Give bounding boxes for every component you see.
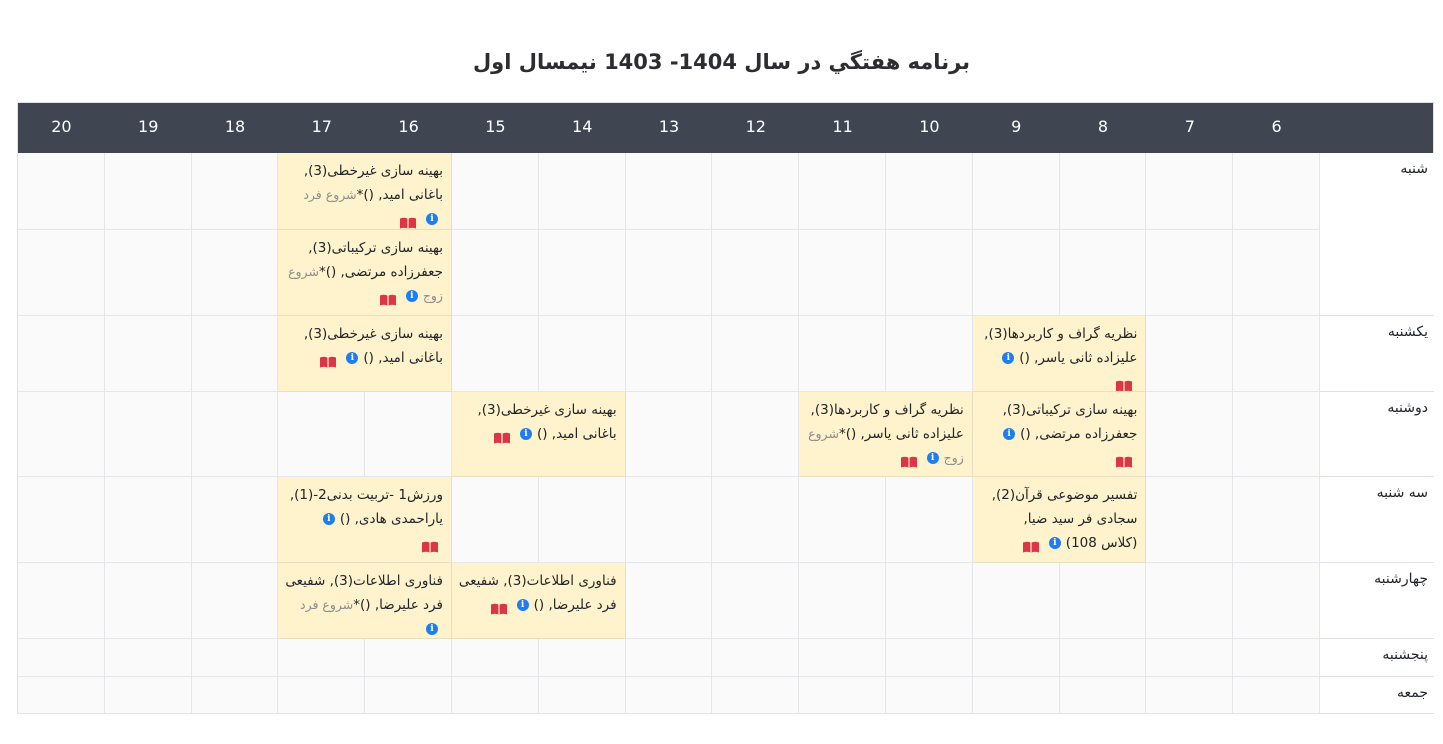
- schedule-cell[interactable]: [799, 230, 886, 316]
- schedule-cell[interactable]: [1233, 639, 1320, 677]
- schedule-cell[interactable]: [1233, 477, 1320, 563]
- course-title: [805, 398, 964, 422]
- schedule-cell[interactable]: [799, 563, 886, 639]
- book-icon[interactable]: [1023, 537, 1039, 549]
- schedule-cell[interactable]: [278, 639, 365, 677]
- info-icon[interactable]: i: [426, 623, 438, 635]
- course-icons: [284, 284, 443, 308]
- schedule-cell[interactable]: [1146, 392, 1233, 477]
- hour-header-18: 18: [224, 117, 246, 136]
- course-instructor: [284, 260, 443, 284]
- info-icon[interactable]: i: [520, 428, 532, 440]
- course-title: [979, 322, 1138, 346]
- schedule-cell[interactable]: [1233, 316, 1320, 392]
- course-icons: [979, 446, 1138, 470]
- schedule-cell[interactable]: [18, 677, 105, 714]
- schedule-cell[interactable]: [539, 477, 626, 563]
- schedule-cell[interactable]: [105, 153, 192, 230]
- info-icon[interactable]: i: [517, 599, 529, 611]
- hours-header-row: [18, 103, 1433, 153]
- schedule-cell[interactable]: [105, 230, 192, 316]
- schedule-cell[interactable]: [712, 153, 799, 230]
- info-icon[interactable]: i: [1003, 428, 1015, 440]
- course-instructor: [979, 507, 1138, 531]
- book-icon[interactable]: [1116, 376, 1132, 388]
- weekly-schedule-table: [17, 102, 1434, 714]
- day-row-label: [1320, 639, 1434, 677]
- book-icon[interactable]: [400, 213, 416, 225]
- day-row-label: [1320, 153, 1434, 316]
- schedule-cell[interactable]: [1146, 230, 1233, 316]
- hour-header-10: 10: [919, 117, 940, 136]
- instructor-text: جعفرزاده مرتضی, (): [1020, 426, 1138, 442]
- instructor-text: فرد علیرضا, ()*: [353, 597, 443, 613]
- schedule-cell[interactable]: [1060, 639, 1147, 677]
- schedule-cell[interactable]: [799, 477, 886, 563]
- instructor-text: باغانی امید, (): [536, 426, 617, 442]
- schedule-cell[interactable]: [799, 639, 886, 677]
- course-instructor: [805, 422, 964, 446]
- schedule-cell[interactable]: [973, 153, 1060, 230]
- day-label-text: یکشنبه: [1387, 324, 1428, 340]
- course-icons: [805, 446, 964, 470]
- schedule-cell[interactable]: [539, 153, 626, 230]
- schedule-cell[interactable]: [1146, 316, 1233, 392]
- schedule-cell[interactable]: [886, 230, 973, 316]
- schedule-cell[interactable]: [712, 477, 799, 563]
- day-label-text: سه شنبه: [1376, 485, 1428, 501]
- schedule-cell[interactable]: [539, 316, 626, 392]
- course-instructor: [284, 507, 443, 531]
- schedule-cell[interactable]: [1146, 677, 1233, 714]
- instructor-text: باغانی امید, ()*: [356, 187, 443, 203]
- course-title-text: بهینه سازی ترکیباتی(3),: [1002, 402, 1138, 418]
- schedule-cell[interactable]: [278, 677, 365, 714]
- hour-header-6: 6: [1271, 117, 1282, 136]
- schedule-cell[interactable]: [452, 677, 539, 714]
- hour-header-11: 11: [832, 117, 853, 136]
- hour-header-16: 16: [398, 117, 419, 136]
- schedule-cell[interactable]: [105, 563, 192, 639]
- schedule-cell[interactable]: [192, 563, 279, 639]
- day-row-label: [1320, 316, 1434, 392]
- day-label-text: جمعه: [1396, 685, 1428, 701]
- schedule-cell[interactable]: [1060, 563, 1147, 639]
- schedule-cell[interactable]: [18, 477, 105, 563]
- course-title-text: فناوری اطلاعات(3), شفیعی: [458, 573, 617, 589]
- instructor-text: علیزاده ثانی یاسر, (): [1019, 350, 1138, 366]
- schedule-cell[interactable]: [1233, 677, 1320, 714]
- schedule-cell[interactable]: [1233, 392, 1320, 477]
- schedule-cell[interactable]: [712, 392, 799, 477]
- course-title-text: بهینه سازی غیرخطی(3),: [303, 163, 443, 179]
- hour-header-15: 15: [485, 117, 506, 136]
- hour-header-14: 14: [572, 117, 593, 136]
- schedule-cell[interactable]: [192, 477, 279, 563]
- schedule-cell[interactable]: [365, 639, 452, 677]
- schedule-cell[interactable]: [278, 392, 365, 477]
- course-title: [284, 322, 443, 346]
- course-title-text: بهینه سازی غیرخطی(3),: [303, 326, 443, 342]
- instructor-text: علیزاده ثانی یاسر, ()*: [838, 426, 964, 442]
- schedule-cell[interactable]: [626, 230, 713, 316]
- schedule-cell[interactable]: [105, 677, 192, 714]
- book-icon[interactable]: [1116, 452, 1132, 464]
- book-icon[interactable]: [422, 537, 438, 549]
- instructor-text: جعفرزاده مرتضی, ()*: [318, 264, 443, 280]
- schedule-cell[interactable]: [626, 316, 713, 392]
- hour-header-17: 17: [311, 117, 332, 136]
- course-event[interactable]: [973, 392, 1147, 477]
- schedule-cell[interactable]: [712, 639, 799, 677]
- schedule-cell[interactable]: [1060, 153, 1147, 230]
- schedule-cell[interactable]: [105, 316, 192, 392]
- schedule-cell[interactable]: [626, 677, 713, 714]
- schedule-cell[interactable]: [626, 639, 713, 677]
- info-icon[interactable]: i: [406, 290, 418, 302]
- schedule-cell[interactable]: [105, 392, 192, 477]
- room-text: (کلاس 108): [1065, 535, 1138, 551]
- course-title: [979, 398, 1138, 422]
- course-event[interactable]: [278, 477, 452, 563]
- day-label-text: پنجشنبه: [1382, 647, 1428, 663]
- schedule-cell[interactable]: [365, 392, 452, 477]
- course-event[interactable]: [452, 392, 626, 477]
- schedule-cell[interactable]: [192, 639, 279, 677]
- schedule-cell[interactable]: [799, 677, 886, 714]
- schedule-cell[interactable]: [1146, 153, 1233, 230]
- info-icon[interactable]: i: [426, 213, 438, 225]
- schedule-cell[interactable]: [18, 153, 105, 230]
- schedule-cell[interactable]: [1146, 477, 1233, 563]
- course-title: [458, 569, 617, 593]
- schedule-cell[interactable]: [626, 563, 713, 639]
- schedule-cell[interactable]: [886, 316, 973, 392]
- schedule-cell[interactable]: [626, 477, 713, 563]
- info-icon[interactable]: i: [323, 513, 335, 525]
- course-title: [284, 569, 443, 593]
- book-icon[interactable]: [494, 428, 510, 440]
- schedule-cell[interactable]: [18, 563, 105, 639]
- day-label-text: چهارشنبه: [1374, 571, 1428, 587]
- day-row-label: [1320, 477, 1434, 563]
- course-event[interactable]: [452, 563, 626, 639]
- schedule-cell[interactable]: [626, 153, 713, 230]
- course-icons: [284, 207, 443, 230]
- course-instructor: [979, 346, 1138, 370]
- course-icons: [979, 370, 1138, 392]
- instructor-text: یاراحمدی هادی, (): [339, 511, 443, 527]
- schedule-cell[interactable]: [452, 230, 539, 316]
- schedule-cell[interactable]: [18, 316, 105, 392]
- schedule-cell[interactable]: [539, 639, 626, 677]
- course-title-text: بهینه سازی ترکیباتی(3),: [308, 240, 443, 256]
- hour-header-20: 20: [51, 117, 72, 136]
- schedule-cell[interactable]: [712, 677, 799, 714]
- session-note: شروع فرد: [303, 187, 357, 202]
- schedule-cell[interactable]: [626, 392, 713, 477]
- book-icon[interactable]: [320, 352, 336, 364]
- schedule-cell[interactable]: [452, 639, 539, 677]
- schedule-cell[interactable]: [973, 563, 1060, 639]
- hour-header-19: 19: [138, 117, 159, 136]
- course-room: [979, 531, 1138, 555]
- schedule-cell[interactable]: [365, 677, 452, 714]
- hour-header-7: 7: [1184, 117, 1195, 136]
- schedule-cell[interactable]: [712, 230, 799, 316]
- course-title: [284, 236, 443, 260]
- course-instructor: [458, 593, 617, 617]
- schedule-cell[interactable]: [539, 230, 626, 316]
- info-icon[interactable]: i: [1002, 352, 1014, 364]
- schedule-cell[interactable]: [192, 153, 279, 230]
- course-title-text: نظریه گراف و کاربردها(3),: [984, 326, 1138, 342]
- course-instructor: [284, 183, 443, 207]
- schedule-cell[interactable]: [886, 639, 973, 677]
- course-instructor: [458, 422, 617, 446]
- schedule-cell[interactable]: [192, 230, 279, 316]
- course-instructor: [979, 422, 1138, 446]
- course-title-text: تفسیر موضوعی قرآن(2),: [991, 487, 1138, 503]
- course-title: [979, 483, 1138, 507]
- schedule-cell[interactable]: [192, 392, 279, 477]
- schedule-cell[interactable]: [452, 153, 539, 230]
- session-note-cont: زوج: [943, 450, 964, 465]
- schedule-cell[interactable]: [539, 677, 626, 714]
- course-event[interactable]: [973, 316, 1147, 392]
- schedule-cell[interactable]: [18, 639, 105, 677]
- day-label-text: شنبه: [1400, 161, 1428, 177]
- schedule-cell[interactable]: [799, 316, 886, 392]
- course-title: [284, 483, 443, 507]
- course-instructor: [284, 346, 443, 370]
- day-row-label: [1320, 563, 1434, 639]
- book-icon[interactable]: [901, 452, 917, 464]
- course-title-text: ورزش1 -تربیت بدنی2-(1),: [289, 487, 443, 503]
- course-event[interactable]: [278, 563, 452, 639]
- schedule-cell[interactable]: [1060, 677, 1147, 714]
- hour-header-13: 13: [658, 117, 680, 136]
- schedule-cell[interactable]: [1233, 230, 1320, 316]
- schedule-cell[interactable]: [1233, 153, 1320, 230]
- course-event[interactable]: [799, 392, 973, 477]
- course-title: [458, 398, 617, 422]
- hour-header-12: 12: [745, 117, 766, 136]
- course-title-text: نظریه گراف و کاربردها(3),: [810, 402, 964, 418]
- schedule-cell[interactable]: [973, 677, 1060, 714]
- course-event[interactable]: [278, 316, 452, 392]
- info-icon[interactable]: i: [927, 452, 939, 464]
- schedule-cell[interactable]: [973, 639, 1060, 677]
- hour-header-8: 8: [1097, 117, 1109, 136]
- instructor-text: سجادی فر سید ضیا,: [1023, 511, 1138, 527]
- course-title-text: بهینه سازی غیرخطی(3),: [477, 402, 617, 418]
- session-note: شروع: [808, 426, 839, 441]
- course-title-text: فناوری اطلاعات(3), شفیعی: [285, 573, 443, 589]
- schedule-cell[interactable]: [1233, 563, 1320, 639]
- schedule-cell[interactable]: [105, 477, 192, 563]
- schedule-cell[interactable]: [886, 563, 973, 639]
- schedule-cell[interactable]: [192, 677, 279, 714]
- course-event[interactable]: [278, 230, 452, 316]
- session-note-cont: زوج: [422, 288, 443, 303]
- page-title: برنامه هفتگي در سال 1404- 1403 نیمسال اول: [472, 50, 971, 74]
- schedule-cell[interactable]: [712, 316, 799, 392]
- book-icon[interactable]: [380, 290, 396, 302]
- schedule-cell[interactable]: [452, 316, 539, 392]
- schedule-cell[interactable]: [1060, 230, 1147, 316]
- schedule-cell[interactable]: [18, 230, 105, 316]
- schedule-cell[interactable]: [105, 639, 192, 677]
- schedule-cell[interactable]: [192, 316, 279, 392]
- info-icon[interactable]: i: [346, 352, 358, 364]
- hour-header-9: 9: [1011, 117, 1022, 136]
- day-label-text: دوشنبه: [1387, 400, 1428, 416]
- schedule-cell[interactable]: [1146, 639, 1233, 677]
- day-row-label: [1320, 392, 1434, 477]
- schedule-cell[interactable]: [18, 392, 105, 477]
- session-note: شروع فرد: [300, 597, 354, 612]
- schedule-cell[interactable]: [886, 677, 973, 714]
- schedule-cell[interactable]: [886, 477, 973, 563]
- course-event[interactable]: [973, 477, 1147, 563]
- schedule-cell[interactable]: [886, 153, 973, 230]
- schedule-cell[interactable]: [712, 563, 799, 639]
- session-note: شروع: [288, 264, 319, 279]
- schedule-cell[interactable]: [452, 477, 539, 563]
- course-title: [284, 159, 443, 183]
- schedule-cell[interactable]: [973, 230, 1060, 316]
- course-event[interactable]: [278, 153, 452, 230]
- book-icon[interactable]: [491, 599, 507, 611]
- instructor-text: باغانی امید, (): [363, 350, 443, 366]
- info-icon[interactable]: i: [1049, 537, 1061, 549]
- course-instructor: [284, 593, 443, 639]
- schedule-cell[interactable]: [799, 153, 886, 230]
- schedule-cell[interactable]: [1146, 563, 1233, 639]
- day-row-label: [1320, 677, 1434, 714]
- course-icons: [284, 531, 443, 555]
- instructor-text: فرد علیرضا, (): [533, 597, 617, 613]
